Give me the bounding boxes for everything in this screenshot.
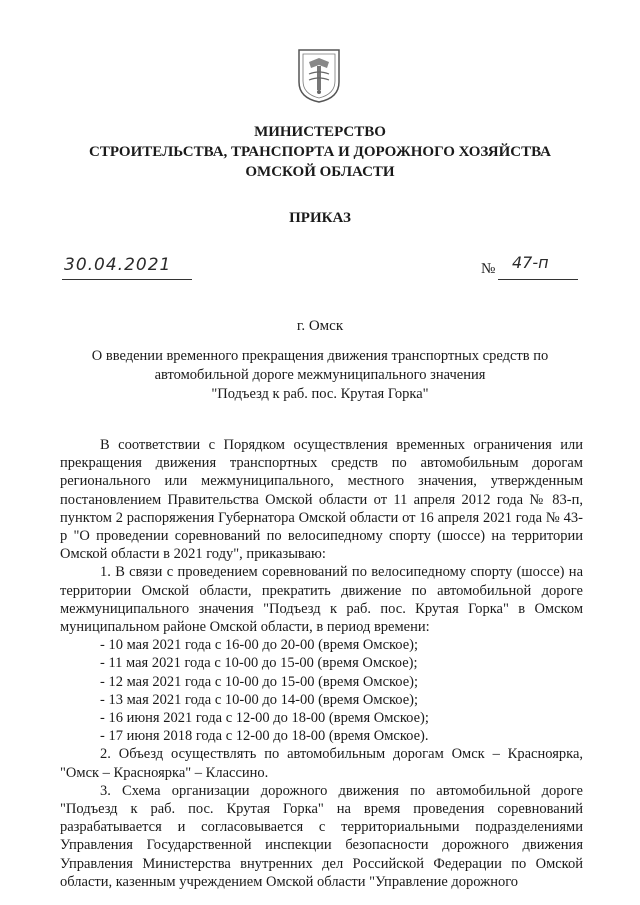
period-item: - 11 мая 2021 года с 10-00 до 15-00 (время Омское);: [100, 655, 418, 672]
period-item: - 17 июня 2018 года с 12-00 до 18-00 (время Омское).: [100, 728, 429, 745]
subject-line: автомобильной дороге межмуниципального значения: [154, 367, 486, 383]
order-body: [60, 436, 583, 891]
item-2-paragraph: 2. Объезд осуществлять по автомобильным дорогам Омск – Красноярка, "Омск – Красноярка" – Классино.: [60, 746, 583, 781]
ministry-line: СТРОИТЕЛЬСТВА, ТРАНСПОРТА И ДОРОЖНОГО ХОЗЯЙСТВА: [89, 144, 551, 160]
period-item: - 16 июня 2021 года с 12-00 до 18-00 (время Омское);: [100, 710, 429, 727]
subject-line: О введении временного прекращения движения транспортных средств по: [91, 348, 549, 364]
period-item: - 10 мая 2021 года с 16-00 до 20-00 (время Омское);: [100, 637, 419, 654]
period-item: - 13 мая 2021 года с 10-00 до 14-00 (время Омское);: [100, 691, 419, 708]
number-underline: [498, 279, 578, 280]
ministry-line: МИНИСТЕРСТВО: [254, 124, 386, 140]
ministry-name: [0, 122, 640, 182]
item-1-paragraph: 1. В связи с проведением соревнований по велосипедному спорту (шоссе) на территории Омской области, прекратить движение по автомобильной дороге межмуниципального значения "Подъезд к раб. пос. Крутая Горка" в Омском муниципальном районе Омской области, в период времени:: [60, 564, 583, 636]
document-type-title: ПРИКАЗ: [289, 210, 351, 226]
subject-line: "Подъезд к раб. пос. Крутая Горка": [211, 386, 429, 402]
order-subject: [60, 347, 580, 404]
date-underline: [62, 279, 192, 280]
handwritten-date: 30.04.2021: [64, 255, 172, 275]
number-label: №: [481, 261, 496, 277]
item-3-paragraph: 3. Схема организации дорожного движения по автомобильной дороге "Подъезд к раб. пос. Крутая Горка" на время проведения соревнований разрабатывается и согласовывается с территориальными подразделениями Управления Государственной инспекции безопасности дорожного движения Управления Министерства внутренних дел Российской Федерации по Омской области, казенным учреждением Омской области "Управление дорожного: [60, 782, 583, 890]
ministry-line: ОМСКОЙ ОБЛАСТИ: [245, 164, 395, 180]
handwritten-number: 47-п: [512, 253, 549, 272]
city-name: г. Омск: [296, 318, 344, 334]
preamble-paragraph: В соответствии с Порядком осуществления временных ограничения или прекращения движения транспортных средств по автомобильным дорогам регионального или межмуниципального, местного значения, утвержденным постановлением Правительства Омской области от 11 апреля 2012 года № 83-п, пунктом 2 распоряжения Губернатора Омской области от 16 апреля 2021 года № 43-р "О проведении соревнований по велосипедному спорту (шоссе) на территории Омской области в 2021 году", приказываю:: [60, 437, 583, 563]
period-item: - 12 мая 2021 года с 10-00 до 15-00 (время Омское);: [100, 673, 419, 690]
coat-of-arms-emblem: [295, 48, 343, 104]
